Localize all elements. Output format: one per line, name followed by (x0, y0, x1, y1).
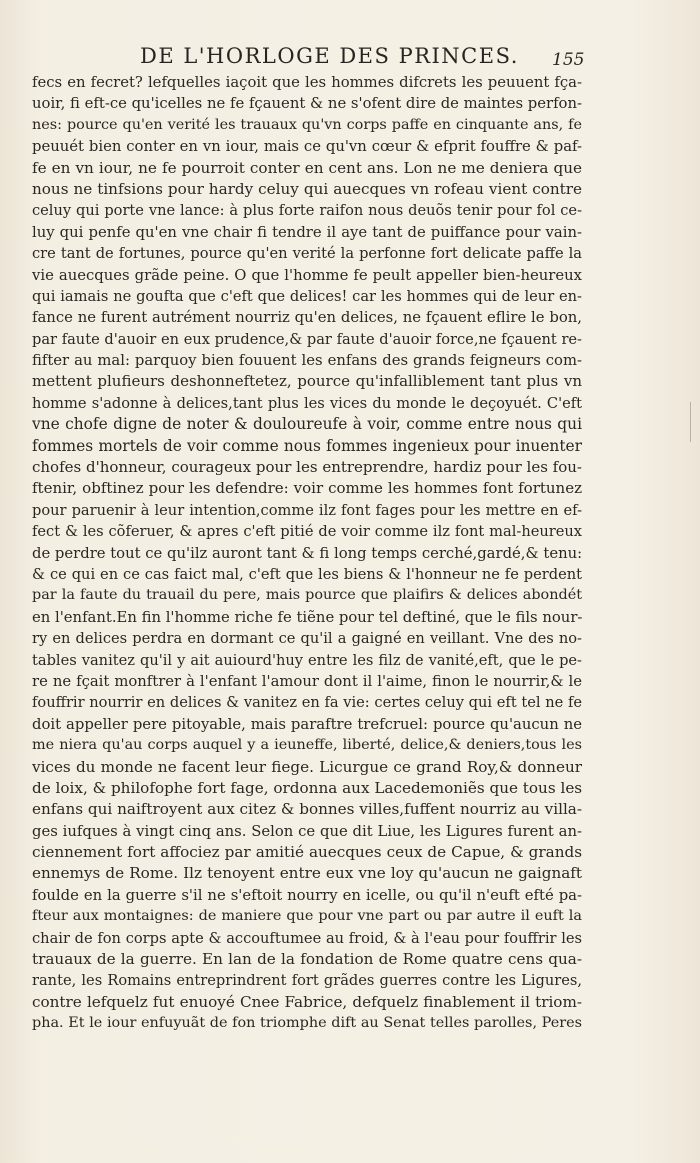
text-line: ennemys de Rome. Ilz tenoyent entre eux vne loy qu'aucun ne gaignaft (32, 864, 582, 883)
text-line: fifter au mal: parquoy bien fouuent les enfans des grands feigneurs com- (32, 352, 582, 370)
text-line: nous ne tinfsions pour hardy celuy qui auecques vn rofeau vient contre (32, 179, 582, 198)
text-line: fance ne furent autrément nourriz qu'en delices, ne fçauent eflire le bon, (32, 309, 582, 327)
text-line: uoir, fi eft-ce qu'icelles ne fe fçauent & ne s'ofent dire de maintes perfon- (32, 95, 582, 113)
text-line: tables vanitez qu'il y ait auiourd'huy entre les filz de vanité,eft, que le pe- (32, 651, 582, 669)
text-line: chair de fon corps apte & accouftumee au froid, & à l'eau pour fouffrir les (32, 929, 582, 947)
text-line: fect & les cõferuer, & apres c'eft pitié de voir comme ilz font mal-heureux (32, 523, 582, 541)
text-line: ftenir, obftinez pour les defendre: voir comme les hommes font fortunez (32, 479, 582, 498)
text-line: luy qui penfe qu'en vne chair fi tendre il aye tant de puiffance pour vain- (32, 223, 582, 241)
text-line: fecs en fecret? lefquelles iaçoit que les hommes difcrets les peuuent fça- (32, 74, 582, 91)
text-line: fouffrir nourrir en delices & vanitez en fa vie: certes celuy qui eft tel ne fe (32, 694, 582, 712)
text-line: chofes d'honneur, courageux pour les entreprendre, hardiz pour les fou- (32, 458, 582, 477)
text-line: mettent plufieurs deshonneftetez, pource qu'infalliblement tant plus vn (32, 372, 582, 391)
text-line: fe en vn iour, ne fe pourroit conter en cent ans. Lon ne me deniera que (32, 158, 582, 177)
text-line: pour paruenir à leur intention,comme ilz font fages pour les mettre en ef- (32, 501, 582, 519)
text-line: enfans qui naiftroyent aux citez & bonnes villes,fuffent nourriz au villa- (32, 800, 582, 819)
text-line: par faute d'auoir en eux prudence,& par faute d'auoir force,ne fçauent re- (32, 330, 582, 348)
text-line: ry en delices perdra en dormant ce qu'il a gaigné en veillant. Vne des no- (32, 630, 582, 648)
text-line: vie auecques grãde peine. O que l'homme fe peult appeller bien-heureux (32, 266, 582, 284)
text-line: cre tant de fortunes, pource qu'en verité la perfonne fort delicate paffe la (32, 245, 582, 263)
text-line: de perdre tout ce qu'ilz auront tant & fi long temps cerché,gardé,& tenu: (32, 544, 582, 562)
text-line: pha. Et le iour enfuyuãt de fon triomphe dift au Senat telles parolles, Peres (32, 1015, 582, 1032)
text-line: ciennement fort affociez par amitié auecques ceux de Capue, & grands (32, 843, 582, 862)
text-line: fteur aux montaignes: de maniere que pour vne part ou par autre il euft la (32, 908, 582, 925)
text-line: contre lefquelz fut enuoyé Cnee Fabrice, defquelz finablement il triom- (32, 992, 582, 1011)
text-line: doit appeller pere pitoyable, mais paraftre trefcruel: pource qu'aucun ne (32, 715, 582, 733)
margin-mark (690, 402, 691, 442)
text-line: peuuét bien conter en vn iour, mais ce qu'vn cœur & efprit fouffre & paf- (32, 138, 582, 156)
text-line: homme s'adonne à delices,tant plus les vices du monde le deçoyuét. C'eft (32, 394, 582, 412)
text-line: qui iamais ne goufta que c'eft que delices! car les hommes qui de leur en- (32, 287, 582, 305)
text-line: de loix, & philofophe fort fage, ordonna aux Lacedemoniẽs que tous les (32, 778, 582, 797)
text-line: nes: pource qu'en verité les trauaux qu'vn corps paffe en cinquante ans, fe (32, 116, 582, 133)
text-line: trauaux de la guerre. En lan de la fondation de Rome quatre cens qua- (32, 950, 582, 969)
text-line: vne chofe digne de noter & douloureufe à voir, comme entre nous qui (32, 415, 582, 434)
text-line: par la faute du trauail du pere, mais pource que plaifirs & delices abondét (32, 587, 582, 604)
text-line: fommes mortels de voir comme nous fommes ingenieux pour inuenter (32, 436, 582, 455)
text-line: celuy qui porte vne lance: à plus forte raifon nous deuõs tenir pour fol ce- (32, 202, 582, 220)
text-line: & ce qui en ce cas faict mal, c'eft que les biens & l'honneur ne fe perdent (32, 565, 582, 583)
page-number: 155 (552, 50, 585, 70)
text-line: foulde en la guerre s'il ne s'eftoit nourry en icelle, ou qu'il n'euft efté pa- (32, 886, 582, 904)
running-title: DE L'HORLOGE DES PRINCES. (140, 44, 519, 68)
text-line: rante, les Romains entreprindrent fort grãdes guerres contre les Ligures, (32, 972, 582, 990)
text-line: ges iufques à vingt cinq ans. Selon ce que dit Liue, les Ligures furent an- (32, 822, 582, 840)
text-line: me niera qu'au corps auquel y a ieuneffe, liberté, delice,& deniers,tous les (32, 737, 582, 754)
text-line: en l'enfant.En fin l'homme riche fe tiẽne pour tel deftiné, que le fils nour- (32, 608, 582, 626)
text-line: vices du monde ne facent leur fiege. Licurgue ce grand Roy,& donneur (32, 757, 582, 776)
body-text (32, 72, 582, 1035)
text-line: re ne fçait monftrer à l'enfant l'amour dont il l'aime, finon le nourrir,& le (32, 672, 582, 690)
